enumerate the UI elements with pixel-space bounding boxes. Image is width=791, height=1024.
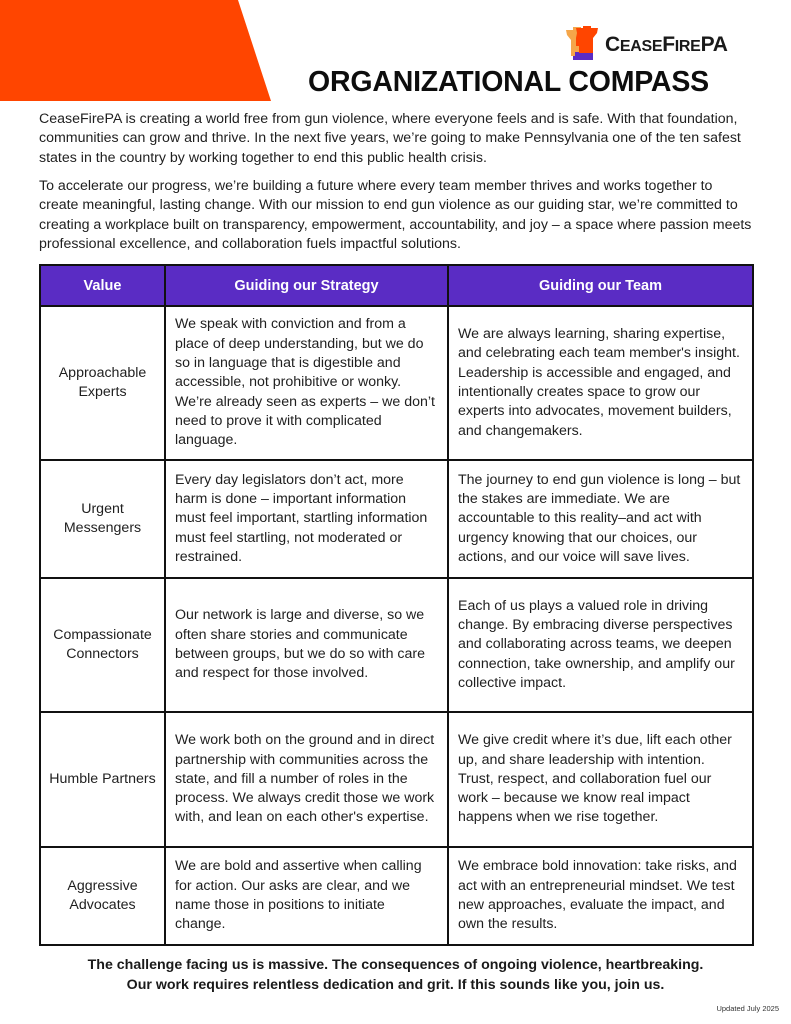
table-row: [40, 578, 753, 712]
logo-wordmark: CEASEFIREPA: [605, 32, 728, 56]
ceasefirepa-logo: [565, 26, 728, 62]
table-row: [40, 460, 753, 578]
table-row: [40, 847, 753, 945]
strategy-text: We speak with conviction and from a place of deep understanding, but we do so in language that is digestible and accessible, not prohibitive or wonky. We’re already seen as experts – we don’t need to prove it with complicated language.: [165, 306, 448, 460]
intro-paragraph-2: To accelerate our progress, we’re building a future where every team member thrives and works together to create meaningful, lasting change. With our mission to end gun violence as our guiding star, we’re committed to creating a workplace built on transparency, empowerment, accountability, and joy – a space where passion meets professional excellence, and collaboration fuels impactful solutions.: [39, 178, 752, 252]
closing-line-2: Our work requires relentless dedication and grit. If this sounds like you, join us.: [126, 977, 665, 993]
value-name: Aggressive Advocates: [40, 847, 165, 945]
keystone-icon: [565, 26, 601, 62]
strategy-text: We work both on the ground and in direct partnership with communities across the state, and fill a number of roles in the process. We always credit those we work with, and lean on each other's expertise.: [165, 712, 448, 847]
column-header-value: Value: [40, 265, 165, 306]
strategy-text: Our network is large and diverse, so we often share stories and communicate between groups, but we do so with care and respect for those involved.: [165, 578, 448, 712]
orange-banner-shape: [0, 0, 272, 101]
team-text: We give credit where it’s due, lift each other up, and share leadership with intention. Trust, respect, and collaboration fuel our work – because we know real impact happens when we rise together.: [448, 712, 753, 847]
value-name: Compassionate Connectors: [40, 578, 165, 712]
strategy-text: We are bold and assertive when calling for action. Our asks are clear, and we name those in positions to initiate change.: [165, 847, 448, 945]
intro-paragraph-1: CeaseFirePA is creating a world free from gun violence, where everyone feels and is safe. With that foundation, communities can grow and thrive. In the next five years, we’re going to make Pennsylvania one of the ten safest states in the country by working together to end this public health crisis.: [39, 111, 741, 166]
team-text: Each of us plays a valued role in driving change. By embracing diverse perspectives and collaborating across teams, we deepen connection, take ownership, and amplify our collective impact.: [448, 578, 753, 712]
page-title: ORGANIZATIONAL COMPASS: [308, 66, 709, 98]
team-text: We embrace bold innovation: take risks, and act with an entrepreneurial mindset. We test new approaches, evaluate the impact, and own the results.: [448, 847, 753, 945]
strategy-text: Every day legislators don’t act, more harm is done – important information must feel important, startling information must feel startling, not moderated or restrained.: [165, 460, 448, 578]
values-table: [39, 264, 754, 946]
closing-line-1: The challenge facing us is massive. The consequences of ongoing violence, heartbreaking.: [87, 957, 704, 973]
value-name: Approachable Experts: [40, 306, 165, 460]
team-text: We are always learning, sharing expertise, and celebrating each team member's insight. Leadership is accessible and engaged, and intentionally creates space to grow our experts into advocates, movement builders, and changemakers.: [448, 306, 753, 460]
team-text: The journey to end gun violence is long – but the stakes are immediate. We are accountable to this reality–and act with urgency knowing that our choices, our actions, and our voice will save lives.: [448, 460, 753, 578]
updated-date: Updated July 2025: [716, 1004, 779, 1013]
value-name: Humble Partners: [40, 712, 165, 847]
table-row: [40, 712, 753, 847]
table-row: [40, 306, 753, 460]
table-header-row: [40, 265, 753, 306]
column-header-team: Guiding our Team: [448, 265, 753, 306]
value-name: Urgent Messengers: [40, 460, 165, 578]
column-header-strategy: Guiding our Strategy: [165, 265, 448, 306]
